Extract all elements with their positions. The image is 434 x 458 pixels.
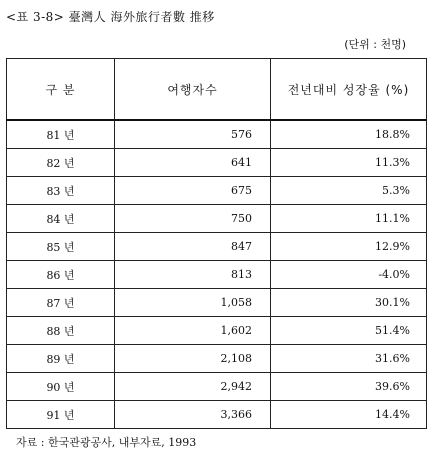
source-footnote: 자료 : 한국관광공사, 내부자료, 1993	[16, 436, 197, 449]
table-row	[7, 233, 427, 261]
travelers-cell: 847	[115, 233, 271, 261]
table-title: <표 3-8> 臺灣人 海外旅行者數 推移	[6, 10, 215, 24]
year-cell: 87 년	[7, 289, 115, 317]
table-row	[7, 289, 427, 317]
travelers-cell: 675	[115, 177, 271, 205]
table-row	[7, 205, 427, 233]
unit-label: (단위 : 천명)	[344, 38, 406, 51]
data-table	[6, 58, 427, 429]
year-cell: 82 년	[7, 149, 115, 177]
table-row	[7, 149, 427, 177]
year-cell: 81 년	[7, 120, 115, 149]
travelers-cell: 2,108	[115, 345, 271, 373]
year-cell: 88 년	[7, 317, 115, 345]
table-row	[7, 261, 427, 289]
growth-rate-cell: 18.8%	[271, 120, 427, 149]
growth-rate-cell: 12.9%	[271, 233, 427, 261]
header-growth-rate: 전년대비 성장율 (%)	[271, 59, 427, 121]
table-row	[7, 317, 427, 345]
growth-rate-cell: 5.3%	[271, 177, 427, 205]
growth-rate-cell: 51.4%	[271, 317, 427, 345]
growth-rate-cell: 39.6%	[271, 373, 427, 401]
travelers-cell: 813	[115, 261, 271, 289]
travelers-cell: 641	[115, 149, 271, 177]
travelers-cell: 1,058	[115, 289, 271, 317]
year-cell: 91 년	[7, 401, 115, 429]
growth-rate-cell: -4.0%	[271, 261, 427, 289]
year-cell: 85 년	[7, 233, 115, 261]
travelers-cell: 576	[115, 120, 271, 149]
header-category: 구 분	[7, 59, 115, 121]
table-body	[7, 120, 427, 429]
travelers-cell: 1,602	[115, 317, 271, 345]
growth-rate-cell: 14.4%	[271, 401, 427, 429]
header-travelers: 여행자수	[115, 59, 271, 121]
table-row	[7, 120, 427, 149]
table-row	[7, 177, 427, 205]
year-cell: 86 년	[7, 261, 115, 289]
growth-rate-cell: 31.6%	[271, 345, 427, 373]
travelers-cell: 2,942	[115, 373, 271, 401]
year-cell: 84 년	[7, 205, 115, 233]
year-cell: 83 년	[7, 177, 115, 205]
growth-rate-cell: 11.3%	[271, 149, 427, 177]
table-row	[7, 373, 427, 401]
growth-rate-cell: 30.1%	[271, 289, 427, 317]
table-row	[7, 401, 427, 429]
travelers-cell: 750	[115, 205, 271, 233]
year-cell: 89 년	[7, 345, 115, 373]
header-row	[7, 59, 427, 121]
year-cell: 90 년	[7, 373, 115, 401]
travelers-cell: 3,366	[115, 401, 271, 429]
growth-rate-cell: 11.1%	[271, 205, 427, 233]
table-row	[7, 345, 427, 373]
